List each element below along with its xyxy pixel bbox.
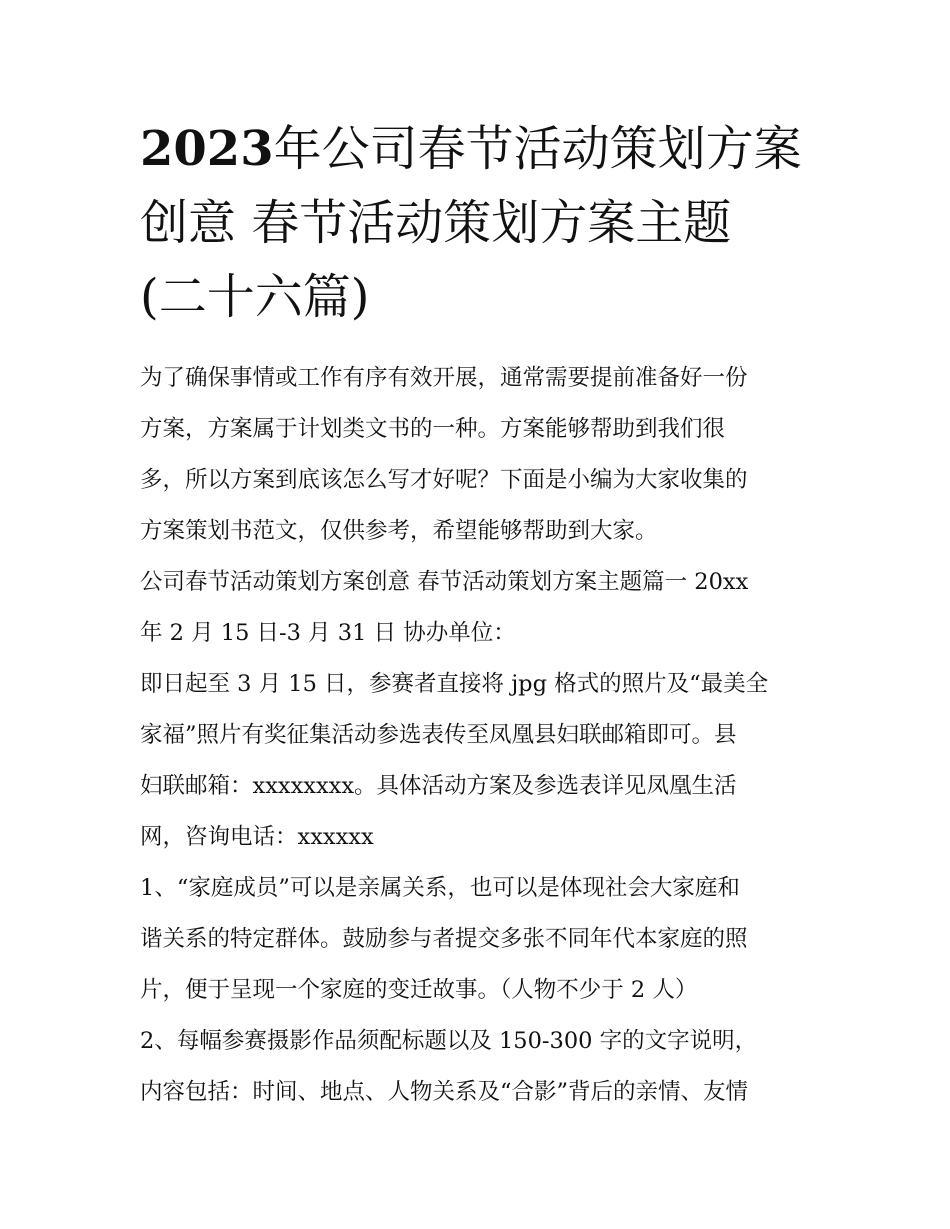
body-text xyxy=(140,353,820,1118)
title-line-1-text: 年公司春节活动策划方案 xyxy=(273,121,802,177)
body-line: 2、每幅参赛摄影作品须配标题以及 150-300 字的文字说明， xyxy=(140,1028,758,1054)
page-title xyxy=(140,112,820,334)
body-line: 多，所以方案到底该怎么写才好呢？下面是小编为大家收集的 xyxy=(140,467,748,493)
body-line: 年 2 月 15 日-3 月 31 日 协办单位： xyxy=(140,620,516,646)
body-line: 公司春节活动策划方案创意 春节活动策划方案主题篇一 20xx xyxy=(140,569,749,595)
body-line: 即日起至 3 月 15 日，参赛者直接将 jpg 格式的照片及“最美全 xyxy=(140,671,769,697)
body-line: 谐关系的特定群体。鼓励参与者提交多张不同年代本家庭的照 xyxy=(140,926,748,952)
body-line: 网，咨询电话：xxxxxx xyxy=(140,824,374,850)
title-year: 2023 xyxy=(140,121,274,177)
body-line: 1、“家庭成员”可以是亲属关系，也可以是体现社会大家庭和 xyxy=(140,875,740,901)
title-line-2: 创意 春节活动策划方案主题 xyxy=(140,195,732,251)
title-line-1 xyxy=(140,112,820,186)
body-line: 妇联邮箱：xxxxxxxx。具体活动方案及参选表详见凤凰生活 xyxy=(140,773,737,799)
body-line: 片，便于呈现一个家庭的变迁故事。（人物不少于 2 人） xyxy=(140,977,698,1003)
body-line: 家福”照片有奖征集活动参选表传至凤凰县妇联邮箱即可。县 xyxy=(140,722,737,748)
body-line: 为了确保事情或工作有序有效开展，通常需要提前准备好一份 xyxy=(140,365,748,391)
body-line: 内容包括：时间、地点、人物关系及“合影”背后的亲情、友情 xyxy=(140,1079,749,1105)
body-line: 方案策划书范文，仅供参考，希望能够帮助到大家。 xyxy=(140,518,658,544)
body-line: 方案，方案属于计划类文书的一种。方案能够帮助到我们很 xyxy=(140,416,726,442)
title-line-3: (二十六篇) xyxy=(140,269,370,325)
